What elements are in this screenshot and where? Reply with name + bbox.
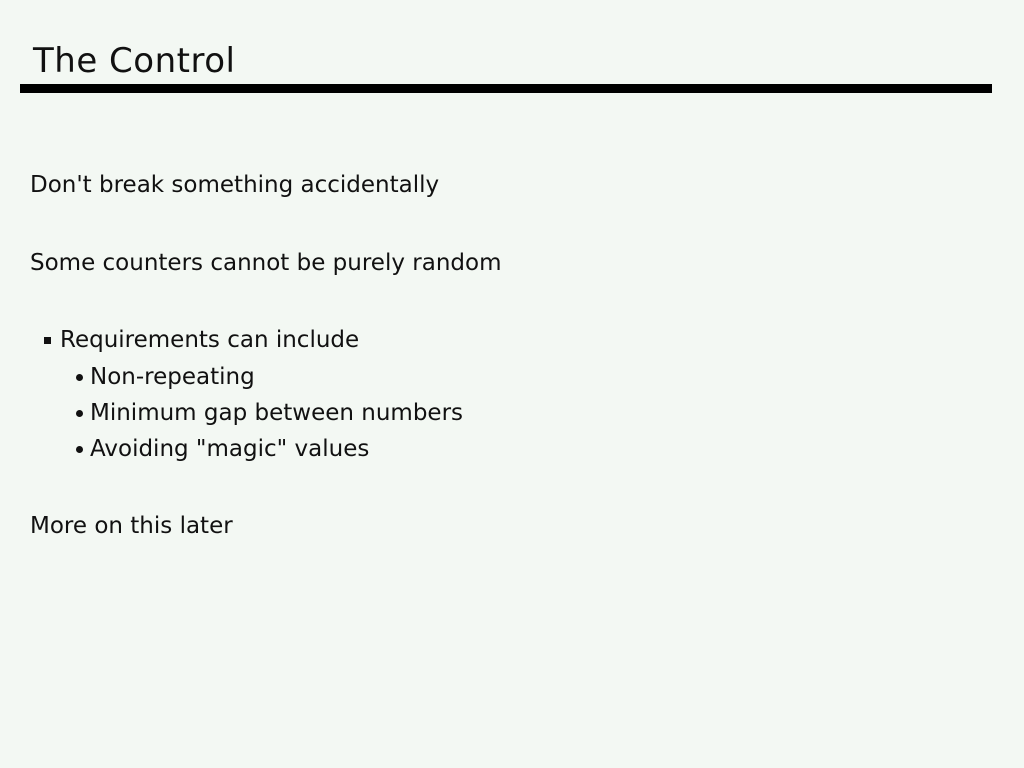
circle-bullet-icon [76,410,83,417]
bullet-item-label: Requirements can include [60,327,360,353]
paragraph-dont-break: Don't break something accidentally [30,172,440,198]
sub-bullet-minimum-gap [76,398,463,428]
sub-bullet-label: Non-repeating [90,364,255,390]
circle-bullet-icon [76,446,83,453]
sub-bullet-non-repeating [76,362,255,392]
sub-bullet-label: Minimum gap between numbers [90,400,464,426]
slide-title: The Control [33,41,236,81]
sub-bullet-label: Avoiding "magic" values [90,436,370,462]
square-bullet-icon [44,337,51,344]
sub-bullet-avoiding-magic [76,434,369,464]
paragraph-counters-random: Some counters cannot be purely random [30,250,502,276]
circle-bullet-icon [76,374,83,381]
bullet-item-requirements [44,325,359,355]
title-underline-rule [20,84,992,93]
paragraph-more-later: More on this later [30,513,233,539]
